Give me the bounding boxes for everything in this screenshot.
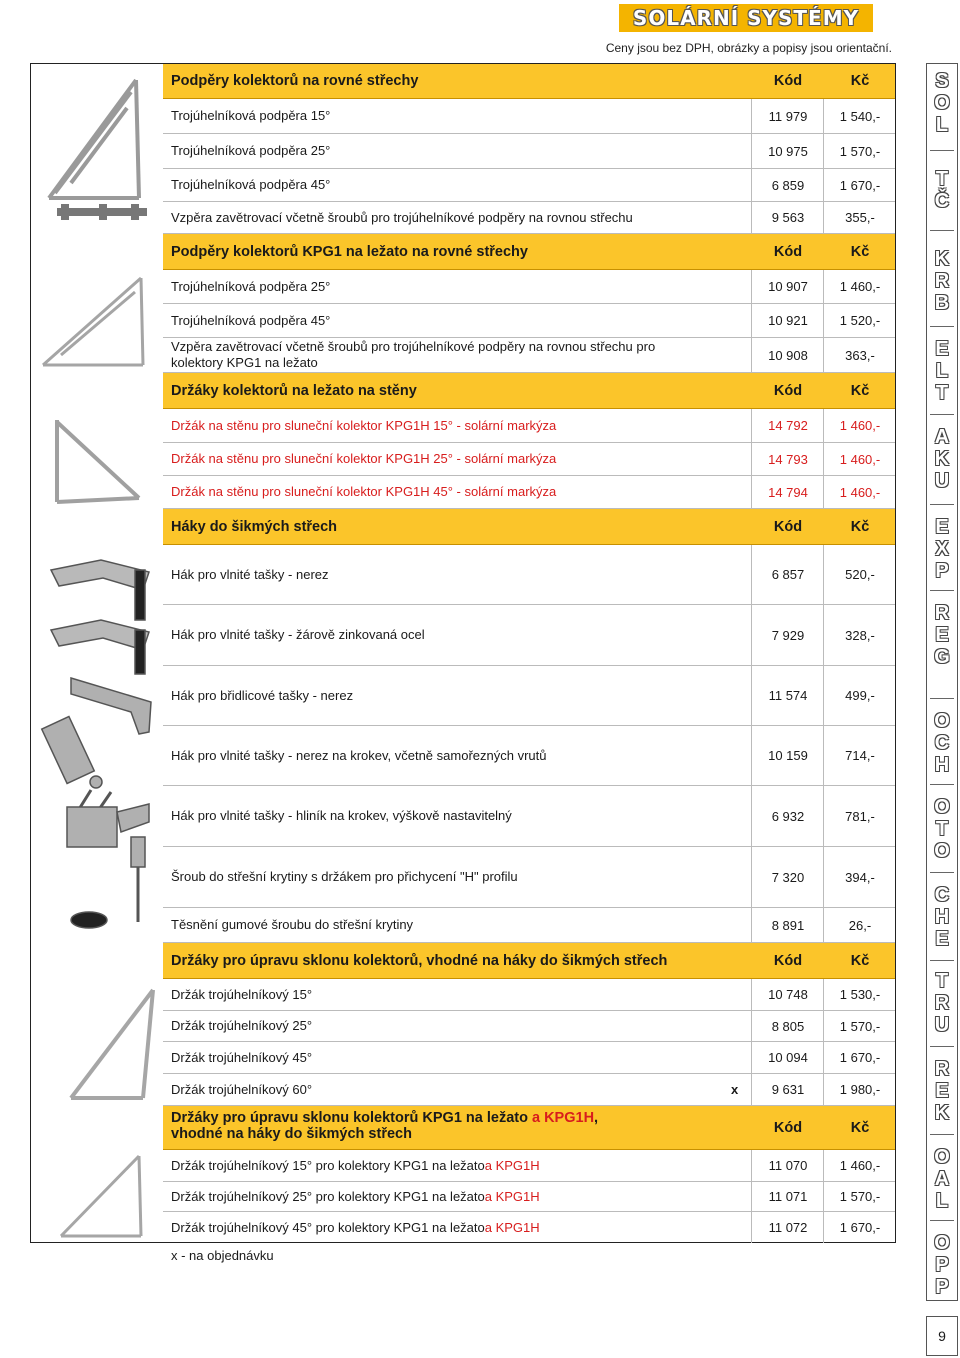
- sidebar-tab-che[interactable]: C H E: [934, 884, 950, 950]
- sidebar-tab-opp[interactable]: O P P: [934, 1232, 950, 1298]
- table-row: [163, 169, 895, 202]
- item-price: 1 530,-: [839, 987, 881, 1002]
- item-name: Držák trojúhelníkový 25°: [171, 1018, 313, 1033]
- sidebar-tab-sol[interactable]: S O L: [934, 70, 950, 136]
- item-price: 1 460,-: [839, 418, 881, 433]
- item-code: 10 975: [768, 143, 808, 159]
- triangle-holder-image: [31, 980, 162, 1105]
- price-header: Kč: [850, 952, 870, 969]
- table-row: [163, 409, 895, 443]
- section-header: [163, 234, 895, 270]
- kpg1-holder-image: [31, 1150, 162, 1242]
- item-code: 14 793: [768, 451, 808, 467]
- table-row: [163, 270, 895, 304]
- footnote: x - na objednávku: [171, 1248, 274, 1263]
- section-header: [163, 373, 895, 409]
- item-code: 10 159: [768, 748, 808, 763]
- item-name: Držák trojúhelníkový 45°: [171, 1049, 313, 1065]
- table-row: [163, 99, 895, 134]
- item-name: Šroub do střešní krytiny s držákem pro přichycení "H" profilu: [171, 869, 518, 884]
- sidebar-tab-krb[interactable]: K R B: [934, 248, 950, 314]
- item-name: Vzpěra zavětrovací včetně šroubů pro trojúhelníkové podpěry na rovnou střechu pro kolektory KPG1 na ležato: [171, 339, 656, 370]
- table-row: [163, 545, 895, 605]
- item-price: 1 460,-: [839, 484, 881, 500]
- code-header: Kód: [773, 73, 803, 89]
- item-code: 8 805: [771, 1018, 805, 1034]
- sidebar-tab-och[interactable]: O C H: [934, 710, 950, 776]
- item-price: 26,-: [848, 917, 872, 933]
- item-name: Trojúhelníková podpěra 25°: [171, 278, 331, 294]
- item-name: Hák pro vlnité tašky - nerez na krokev, včetně samořezných vrutů: [171, 747, 547, 763]
- item-name: Těsnění gumové šroubu do střešní krytiny: [171, 917, 414, 932]
- section-title: Držáky pro úpravu sklonu kolektorů, vhodné na háky do šikmých střech: [171, 952, 668, 969]
- item-name: Trojúhelníková podpěra 45°: [171, 312, 331, 328]
- section-header: [163, 1106, 895, 1150]
- section-header: [163, 64, 895, 99]
- item-price: 1 570,-: [839, 1189, 881, 1204]
- item-name: Hák pro břidlicové tašky - nerez: [171, 687, 354, 703]
- item-code: 10 094: [768, 1050, 808, 1065]
- table-row: [163, 338, 895, 373]
- item-name: Držák na stěnu pro sluneční kolektor KPG1H 15° - solární markýza: [171, 417, 557, 433]
- triangular-support-image: [31, 68, 162, 233]
- section-title: [171, 1106, 716, 1149]
- price-note: Ceny jsou bez DPH, obrázky a popisy jsou orientační.: [605, 41, 892, 55]
- item-name: Hák pro vlnité tašky - hliník na krokev, výškově nastavitelný: [171, 808, 512, 823]
- sidebar-tab-elt[interactable]: E L T: [935, 338, 949, 404]
- section-header: [163, 509, 895, 545]
- price-header: Kč: [850, 382, 870, 399]
- wall-bracket-image: [31, 410, 162, 510]
- item-code: 6 857: [771, 567, 805, 582]
- code-header: Kód: [773, 1119, 803, 1136]
- order-note-mark: x: [731, 1082, 739, 1097]
- price-header: Kč: [850, 73, 870, 89]
- table-row: [163, 1150, 895, 1182]
- sidebar-tab-tru[interactable]: T R U: [934, 970, 950, 1036]
- sidebar-tab-reg[interactable]: R E G: [934, 602, 950, 668]
- item-price: 1 460,-: [839, 451, 881, 467]
- table-row: [163, 605, 895, 666]
- item-code: 14 792: [768, 418, 808, 433]
- item-code: 8 891: [771, 917, 805, 933]
- table-row: [163, 847, 895, 908]
- item-price: 1 540,-: [839, 108, 881, 124]
- category-sidebar: [926, 63, 958, 1301]
- table-row: [163, 304, 895, 338]
- item-price: 355,-: [845, 210, 875, 225]
- table-row: [163, 786, 895, 847]
- item-name: Hák pro vlnité tašky - nerez: [171, 566, 329, 582]
- table-row: [163, 202, 895, 234]
- item-price: 520,-: [845, 567, 875, 582]
- section-title-part: Držáky pro úpravu sklonu kolektorů KPG1 na ležato: [171, 1110, 532, 1126]
- section-title: Podpěry kolektorů KPG1 na ležato na rovné střechy: [171, 243, 528, 260]
- item-code: 10 921: [768, 313, 808, 328]
- table-row: [163, 1042, 895, 1074]
- item-price: 1 520,-: [839, 313, 881, 328]
- item-name: Hák pro vlnité tašky - žárově zinkovaná ocel: [171, 627, 425, 642]
- item-code: 9 563: [771, 210, 805, 225]
- price-header: Kč: [850, 243, 870, 260]
- page-number: 9: [926, 1316, 958, 1356]
- item-name: Držák trojúhelníkový 25° pro kolektory KPG1 na ležato a KPG1H: [171, 1188, 540, 1204]
- table-row: [163, 726, 895, 786]
- item-price: 1 670,-: [839, 177, 881, 193]
- item-price: 1 670,-: [839, 1220, 881, 1235]
- item-price: 1 460,-: [839, 1158, 881, 1173]
- table-row: [163, 666, 895, 726]
- item-name: Držák na stěnu pro sluneční kolektor KPG1H 45° - solární markýza: [171, 484, 557, 499]
- item-price: 1 570,-: [839, 143, 881, 159]
- code-header: Kód: [773, 243, 803, 260]
- item-code: 11 072: [768, 1220, 808, 1235]
- item-name: Držák trojúhelníkový 15° pro kolektory KPG1 na ležato a KPG1H: [171, 1157, 540, 1173]
- section-title: Háky do šikmých střech: [171, 518, 338, 535]
- item-name: Trojúhelníková podpěra 25°: [171, 143, 331, 158]
- item-price: 781,-: [845, 808, 875, 824]
- item-price: 394,-: [845, 869, 875, 885]
- item-price: 1 460,-: [839, 279, 881, 294]
- page-title: SOLÁRNÍ SYSTÉMY: [632, 6, 860, 30]
- item-price: 328,-: [845, 627, 875, 643]
- item-code: 6 859: [771, 177, 805, 193]
- table-row: [163, 979, 895, 1011]
- item-name: Držák trojúhelníkový 60°: [171, 1081, 313, 1097]
- code-header: Kód: [773, 518, 803, 535]
- table-row: [163, 1182, 895, 1212]
- sidebar-tab-tc[interactable]: T Č: [934, 168, 950, 212]
- item-code: 10 908: [768, 347, 808, 363]
- table-row: [163, 1074, 895, 1106]
- table-row: [163, 1011, 895, 1042]
- roof-hooks-and-screws-image: [31, 672, 162, 932]
- item-code: 14 794: [768, 484, 808, 500]
- item-code: 11 070: [768, 1158, 808, 1173]
- item-code: 11 979: [768, 108, 808, 124]
- item-price: 1 980,-: [839, 1082, 881, 1097]
- item-code: 11 071: [768, 1189, 808, 1204]
- item-code: 10 748: [768, 987, 808, 1002]
- corrugated-tile-hooks-image: [31, 548, 162, 678]
- item-price: 1 570,-: [839, 1018, 881, 1034]
- section-header: [163, 943, 895, 979]
- item-code: 7 320: [771, 869, 805, 885]
- item-price: 499,-: [845, 688, 875, 703]
- item-price: 1 670,-: [839, 1050, 881, 1065]
- sidebar-tab-exp[interactable]: E X P: [935, 516, 949, 582]
- item-name: Vzpěra zavětrovací včetně šroubů pro trojúhelníkové podpěry na rovnou střechu: [171, 209, 633, 225]
- item-name: Držák na stěnu pro sluneční kolektor KPG1H 25° - solární markýza: [171, 451, 557, 466]
- item-code: 7 929: [771, 627, 805, 643]
- table-row: [163, 476, 895, 509]
- sidebar-tab-rek[interactable]: R E K: [934, 1058, 950, 1124]
- item-code: 9 631: [771, 1082, 805, 1097]
- item-name: Držák trojúhelníkový 45° pro kolektory KPG1 na ležato a KPG1H: [171, 1219, 540, 1235]
- sidebar-tab-oto[interactable]: O T O: [934, 796, 950, 862]
- code-header: Kód: [773, 952, 803, 969]
- table-row: [163, 908, 895, 943]
- table-row: [163, 134, 895, 169]
- section-title-red: a KPG1H: [531, 1110, 595, 1126]
- section-title: Podpěry kolektorů na rovné střechy: [171, 73, 419, 89]
- item-code: 10 907: [768, 279, 808, 294]
- price-header: Kč: [850, 518, 870, 535]
- item-name: Trojúhelníková podpěra 15°: [171, 108, 331, 123]
- code-header: Kód: [773, 382, 803, 399]
- sidebar-tab-aku[interactable]: A K U: [934, 426, 950, 492]
- item-price: 714,-: [845, 748, 875, 763]
- section-title-comma: ,: [594, 1110, 599, 1126]
- item-code: 11 574: [768, 688, 808, 703]
- section-title-line2: vhodné na háky do šikmých střech: [171, 1126, 412, 1142]
- item-code: 6 932: [771, 808, 805, 824]
- price-header: Kč: [850, 1119, 870, 1136]
- item-price: 363,-: [845, 347, 875, 363]
- table-row: [163, 1212, 895, 1243]
- section-title: Držáky kolektorů na ležato na stěny: [171, 382, 417, 399]
- horizontal-support-image: [31, 270, 162, 375]
- page-banner: [619, 4, 873, 32]
- item-name: Držák trojúhelníkový 15°: [171, 986, 313, 1002]
- sidebar-tab-oal[interactable]: O A L: [934, 1146, 950, 1212]
- table-row: [163, 443, 895, 476]
- item-name: Trojúhelníková podpěra 45°: [171, 177, 331, 192]
